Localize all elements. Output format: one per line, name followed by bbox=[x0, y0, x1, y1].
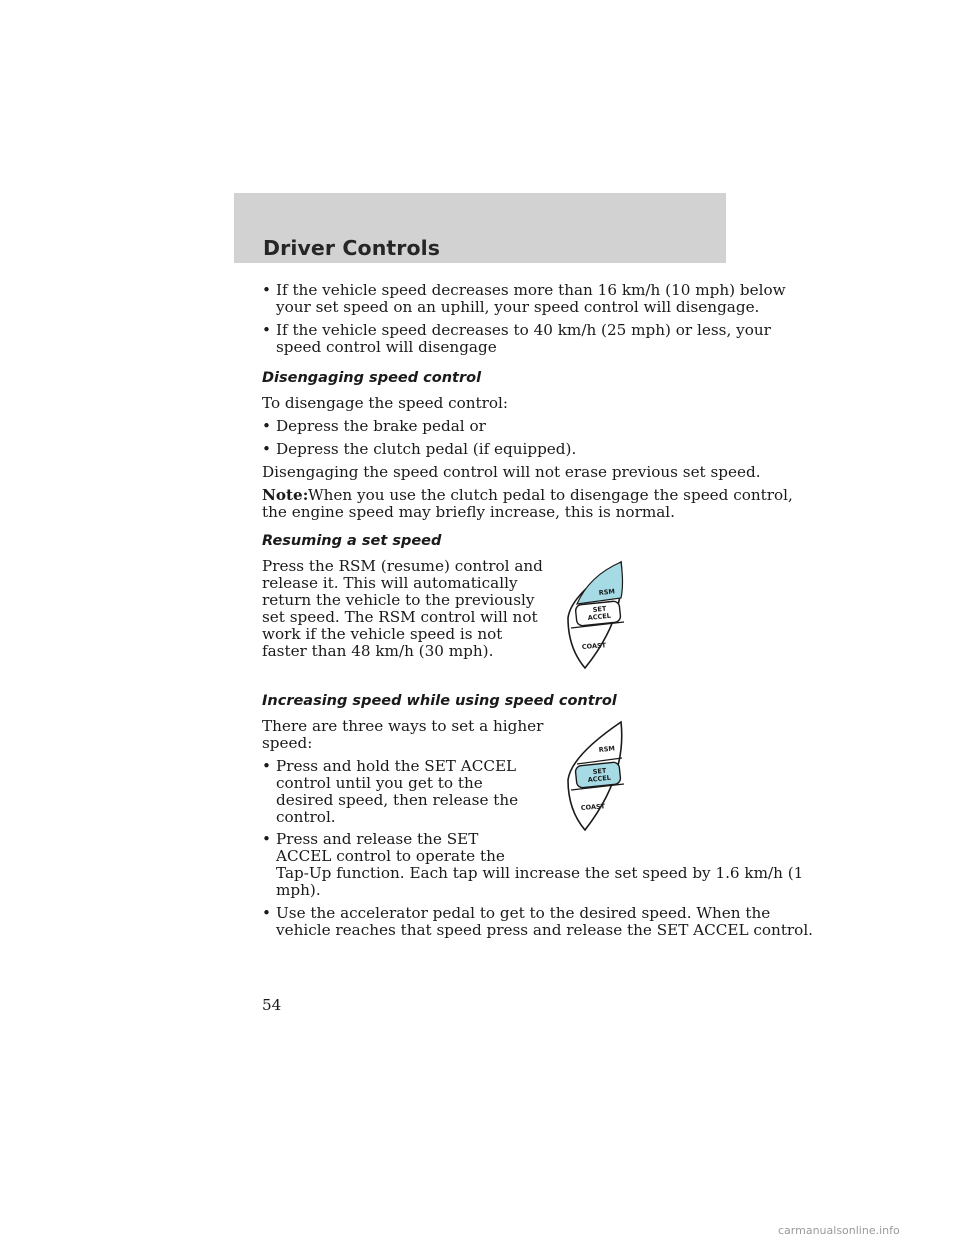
paragraph-line: speed: bbox=[262, 734, 313, 752]
bullet-dot: • bbox=[262, 321, 271, 339]
bullet-text: Use the accelerator pedal to get to the desired speed. When the bbox=[276, 904, 771, 922]
paragraph: To disengage the speed control: bbox=[262, 394, 509, 412]
section-heading: Increasing speed while using speed control bbox=[262, 693, 617, 709]
rsm-label: RSM bbox=[598, 744, 616, 754]
accel-label: ACCEL bbox=[587, 773, 612, 784]
bullet-dot: • bbox=[262, 440, 271, 458]
page-number: 54 bbox=[262, 996, 282, 1014]
paragraph-line: return the vehicle to the previously bbox=[262, 591, 535, 609]
bullet-dot: • bbox=[262, 904, 271, 922]
watermark: carmanualsonline.info bbox=[778, 1224, 900, 1237]
set-label: SET bbox=[592, 766, 607, 776]
paragraph-line: Press the RSM (resume) control and bbox=[262, 557, 543, 575]
bullet-text: Tap-Up function. Each tap will increase the set speed by 1.6 km/h (1 bbox=[276, 864, 804, 882]
accel-label: ACCEL bbox=[587, 611, 612, 622]
paragraph-line: set speed. The RSM control will not bbox=[262, 608, 538, 626]
set-label: SET bbox=[592, 604, 607, 614]
note-label: Note: bbox=[262, 486, 309, 504]
bullet-text: vehicle reaches that speed press and release the SET ACCEL control. bbox=[276, 921, 814, 939]
bullet-dot: • bbox=[262, 417, 271, 435]
paragraph-line: work if the vehicle speed is not bbox=[262, 625, 503, 643]
paragraph: Disengaging the speed control will not erase previous set speed. bbox=[262, 463, 761, 481]
bullet-dot: • bbox=[262, 830, 271, 848]
bullet-text: your set speed on an uphill, your speed control will disengage. bbox=[276, 298, 760, 316]
rsm-button-highlight bbox=[577, 562, 623, 604]
rsm-label: RSM bbox=[598, 587, 616, 597]
note-text: When you use the clutch pedal to disengage the speed control, bbox=[308, 486, 793, 504]
section-heading: Resuming a set speed bbox=[262, 533, 442, 549]
paragraph-line: There are three ways to set a higher bbox=[262, 717, 544, 735]
speed-control-rsm-illustration bbox=[555, 556, 635, 676]
bullet-text: Depress the brake pedal or bbox=[276, 417, 486, 435]
bullet-text: ACCEL control to operate the bbox=[276, 847, 505, 865]
bullet-text: If the vehicle speed decreases to 40 km/h (25 mph) or less, your bbox=[276, 321, 771, 339]
bullet-text: control. bbox=[276, 808, 336, 826]
bullet-text: desired speed, then release the bbox=[276, 791, 519, 809]
paragraph-line: release it. This will automatically bbox=[262, 574, 518, 592]
page-title: Driver Controls bbox=[263, 236, 441, 260]
bullet-text: Depress the clutch pedal (if equipped). bbox=[276, 440, 577, 458]
bullet-text: mph). bbox=[276, 881, 321, 899]
coast-label: COAST bbox=[580, 802, 606, 812]
speed-control-set-accel-illustration bbox=[555, 716, 635, 836]
bullet-text: Press and release the SET bbox=[276, 830, 479, 848]
paragraph-line: faster than 48 km/h (30 mph). bbox=[262, 642, 494, 660]
bullet-text: Press and hold the SET ACCEL bbox=[276, 757, 517, 775]
note-text: the engine speed may briefly increase, this is normal. bbox=[262, 503, 675, 521]
coast-label: COAST bbox=[581, 641, 607, 651]
bullet-text: speed control will disengage bbox=[276, 338, 497, 356]
bullet-text: control until you get to the bbox=[276, 774, 483, 792]
bullet-dot: • bbox=[262, 281, 271, 299]
bullet-dot: • bbox=[262, 757, 271, 775]
bullet-text: If the vehicle speed decreases more than 16 km/h (10 mph) below bbox=[276, 281, 786, 299]
section-heading: Disengaging speed control bbox=[262, 370, 482, 386]
